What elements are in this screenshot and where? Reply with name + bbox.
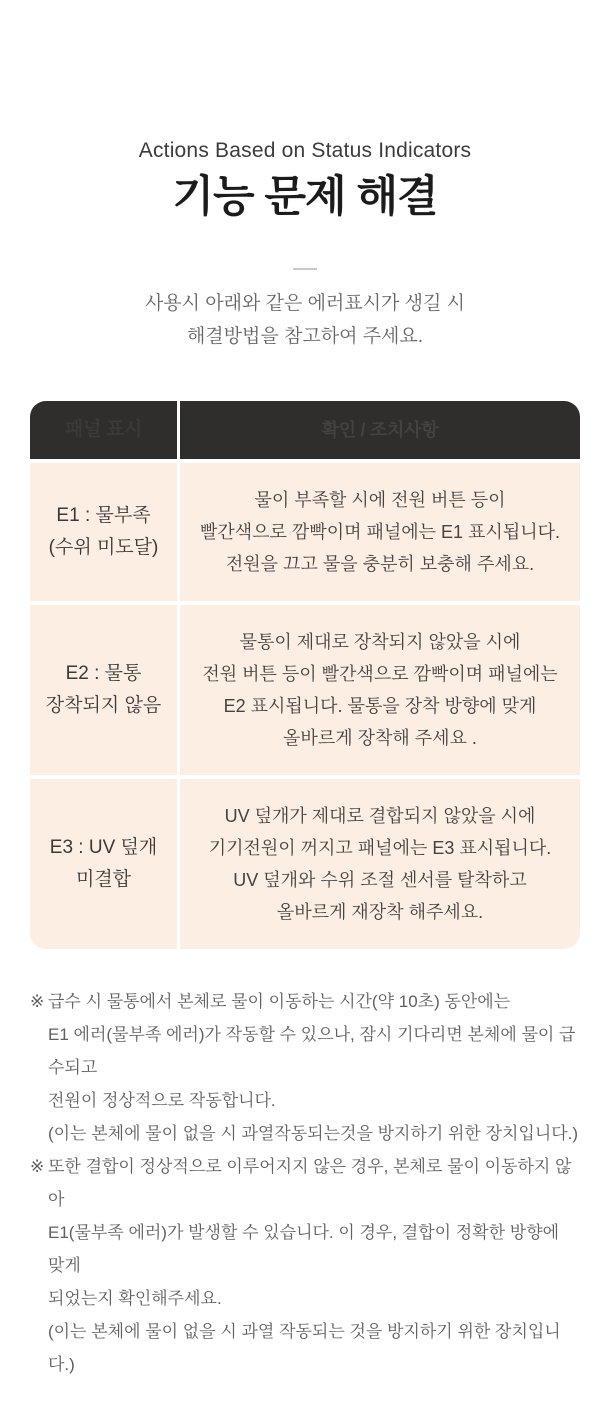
subtitle-line: 해결방법을 참고하여 주세요. — [186, 325, 424, 347]
footnote-line: E1 에러(물부족 에러)가 작동할 수 있으나, 잠시 기다리면 본체에 물이 급수되고 — [48, 1024, 576, 1077]
action-line: 올바르게 재장착 해주세요. — [276, 901, 484, 922]
footnote-line: (이는 본체에 물이 없을 시 과열작동되는것을 방지하기 위한 장치입니다.) — [48, 1123, 579, 1143]
action-line: UV 덮개와 수위 조절 센서를 탈착하고 — [233, 869, 527, 890]
action-cell — [180, 605, 580, 775]
action-line: 물통이 제대로 장착되지 않았을 시에 — [239, 631, 521, 652]
reference-mark-icon: ※ — [30, 991, 45, 1011]
eyebrow-text: Actions Based on Status Indicators — [138, 139, 472, 162]
action-line: 올바르게 장착해 주세요 . — [283, 727, 477, 748]
panel-indicator-cell — [30, 605, 177, 775]
error-table — [30, 401, 580, 949]
footnote-line: 되었는지 확인해주세요. — [48, 1288, 222, 1308]
table-row-e1 — [30, 463, 580, 601]
subtitle-line: 사용시 아래와 같은 에러표시가 생길 시 — [144, 292, 466, 314]
panel-line: E2 : 물통 — [65, 662, 142, 684]
action-cell — [180, 463, 580, 601]
footnote-line: 전원이 정상적으로 작동합니다. — [48, 1090, 276, 1110]
panel-line: E1 : 물부족 — [56, 504, 151, 526]
action-cell — [180, 779, 580, 949]
footnotes-section — [30, 985, 580, 1381]
table-row-e2 — [30, 605, 580, 775]
action-line: E2 표시됩니다. 물통을 장착 방향에 맞게 — [223, 695, 537, 716]
action-line: 물이 부족할 시에 전원 버튼 등이 — [254, 489, 506, 510]
action-line: 전원을 끄고 물을 충분히 보충해 주세요. — [225, 553, 535, 574]
footnote-text — [48, 1150, 580, 1381]
footnote-line: 급수 시 물통에서 본체로 물이 이동하는 시간(약 10초) 동안에는 — [48, 991, 511, 1011]
page-header — [30, 139, 580, 353]
page-title: 기능 문제 해결 — [172, 173, 438, 221]
action-line: 기기전원이 꺼지고 패널에는 E3 표시됩니다. — [208, 837, 552, 858]
action-line: 전원 버튼 등이 빨간색으로 깜빡이며 패널에는 — [202, 663, 558, 684]
footnote-text — [48, 985, 580, 1150]
footnote-water-fill-delay — [30, 985, 580, 1150]
table-header-row — [30, 401, 580, 459]
column-header-panel: 패널 표시 — [30, 401, 177, 459]
table-row-e3 — [30, 779, 580, 949]
page-subtitle — [30, 287, 580, 353]
footnote-line: (이는 본체에 물이 없을 시 과열 작동되는 것을 방지하기 위한 장치입니다.) — [48, 1321, 561, 1374]
footnote-line: E1(물부족 에러)가 발생할 수 있습니다. 이 경우, 결합이 정확한 방향에 맞게 — [48, 1222, 560, 1275]
panel-indicator-cell — [30, 463, 177, 601]
panel-line: E3 : UV 덮개 — [49, 836, 158, 858]
action-line: 빨간색으로 깜빡이며 패널에는 E1 표시됩니다. — [199, 521, 560, 542]
panel-line: (수위 미도달) — [48, 536, 159, 558]
action-line: UV 덮개가 제대로 결합되지 않았을 시에 — [224, 805, 536, 826]
reference-mark-icon: ※ — [30, 1156, 45, 1176]
column-header-actions: 확인 / 조치사항 — [180, 401, 580, 459]
panel-indicator-cell — [30, 779, 177, 949]
footnote-line: 또한 결합이 정상적으로 이루어지지 않은 경우, 본체로 물이 이동하지 않아 — [48, 1156, 572, 1209]
panel-line: 미결합 — [75, 868, 132, 890]
footnote-coupling-check — [30, 1150, 580, 1381]
panel-line: 장착되지 않음 — [45, 694, 162, 716]
title-divider — [293, 268, 317, 270]
